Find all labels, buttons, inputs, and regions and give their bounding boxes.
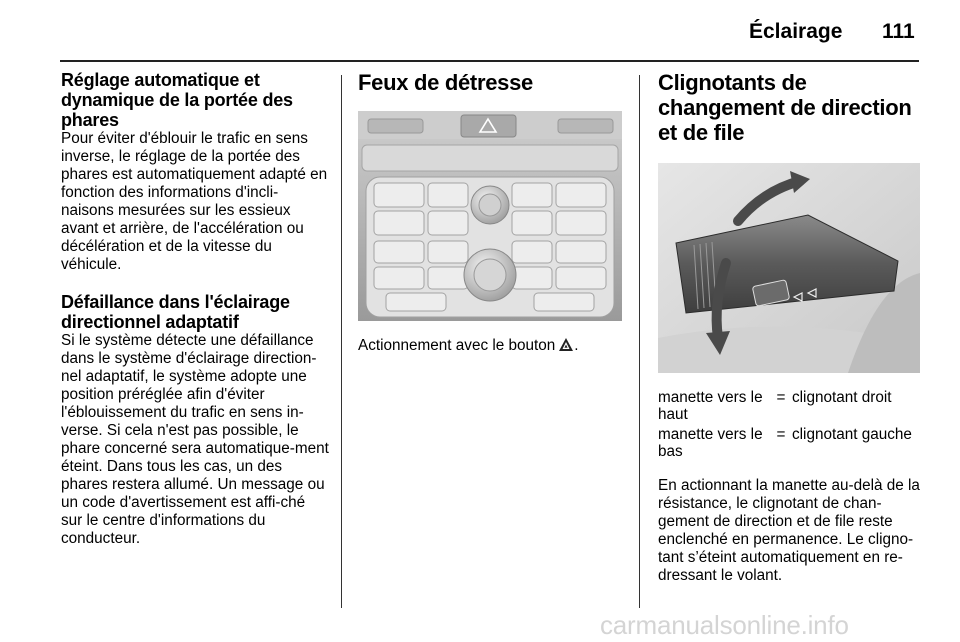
page-number: 111 xyxy=(882,20,915,43)
column-divider-right xyxy=(639,75,640,608)
hazard-caption: Actionnement avec le bouton . xyxy=(358,337,579,354)
column-1 xyxy=(61,70,329,548)
section-text-afl-failure: Si le système détecte une défaillance dans le système d'éclairage direction-nel adaptatif, le système adopte une position préréglée afin d'éviter l'éblouissement du trafic en sens in-verse. Si cela n'est pas possible, le phare concerné sera automatique-ment éteint. Dans tous les cas, un des phares restera allumé. Un message ou un code d'avertissement est affi-ché sur le centre d'informations du conducteur. xyxy=(61,332,329,547)
legend-key: manette vers le haut xyxy=(658,389,763,423)
column-2 xyxy=(358,70,624,355)
section-heading-headlight-range: Réglage automatique et dynamique de la portée des phares xyxy=(61,70,293,130)
hazard-triangle-icon xyxy=(558,337,574,352)
legend-key: manette vers le bas xyxy=(658,426,763,460)
legend-row xyxy=(658,426,920,463)
running-header-title: Éclairage xyxy=(749,20,843,43)
section-text-headlight-range: Pour éviter d'éblouir le trafic en sens inverse, le réglage de la portée des phares est automatiquement adapté en fonction des informations d'incli-naisons mesurées sur les essieux avant et arrière, de l'accélération ou décélération et de la vitesse du véhicule. xyxy=(61,130,328,273)
column-divider-left xyxy=(341,75,342,608)
legend-value: clignotant droit xyxy=(792,389,892,406)
section-heading-hazard: Feux de détresse xyxy=(358,70,533,95)
hazard-button-illustration xyxy=(358,111,622,321)
legend-equals: = xyxy=(776,389,786,406)
section-heading-afl-failure: Défaillance dans l'éclairage directionnel adaptatif xyxy=(61,292,290,332)
watermark: carmanualsonline.info xyxy=(600,610,849,640)
header-rule xyxy=(60,60,919,62)
turn-signal-text: En actionnant la manette au-delà de la résistance, le clignotant de chan-gement de direction et de file reste enclenché en permanence. Le cligno-tant s’éteint automatiquement en re-dressant le volant. xyxy=(658,477,920,584)
legend-value: clignotant gauche xyxy=(792,426,912,443)
column-3 xyxy=(658,70,920,585)
lever-legend-table xyxy=(658,389,920,463)
turn-signal-lever-illustration xyxy=(658,163,920,373)
legend-row xyxy=(658,389,920,426)
section-heading-turn-signals: Clignotants de changement de direction et de file xyxy=(658,70,912,145)
legend-equals: = xyxy=(776,426,786,443)
